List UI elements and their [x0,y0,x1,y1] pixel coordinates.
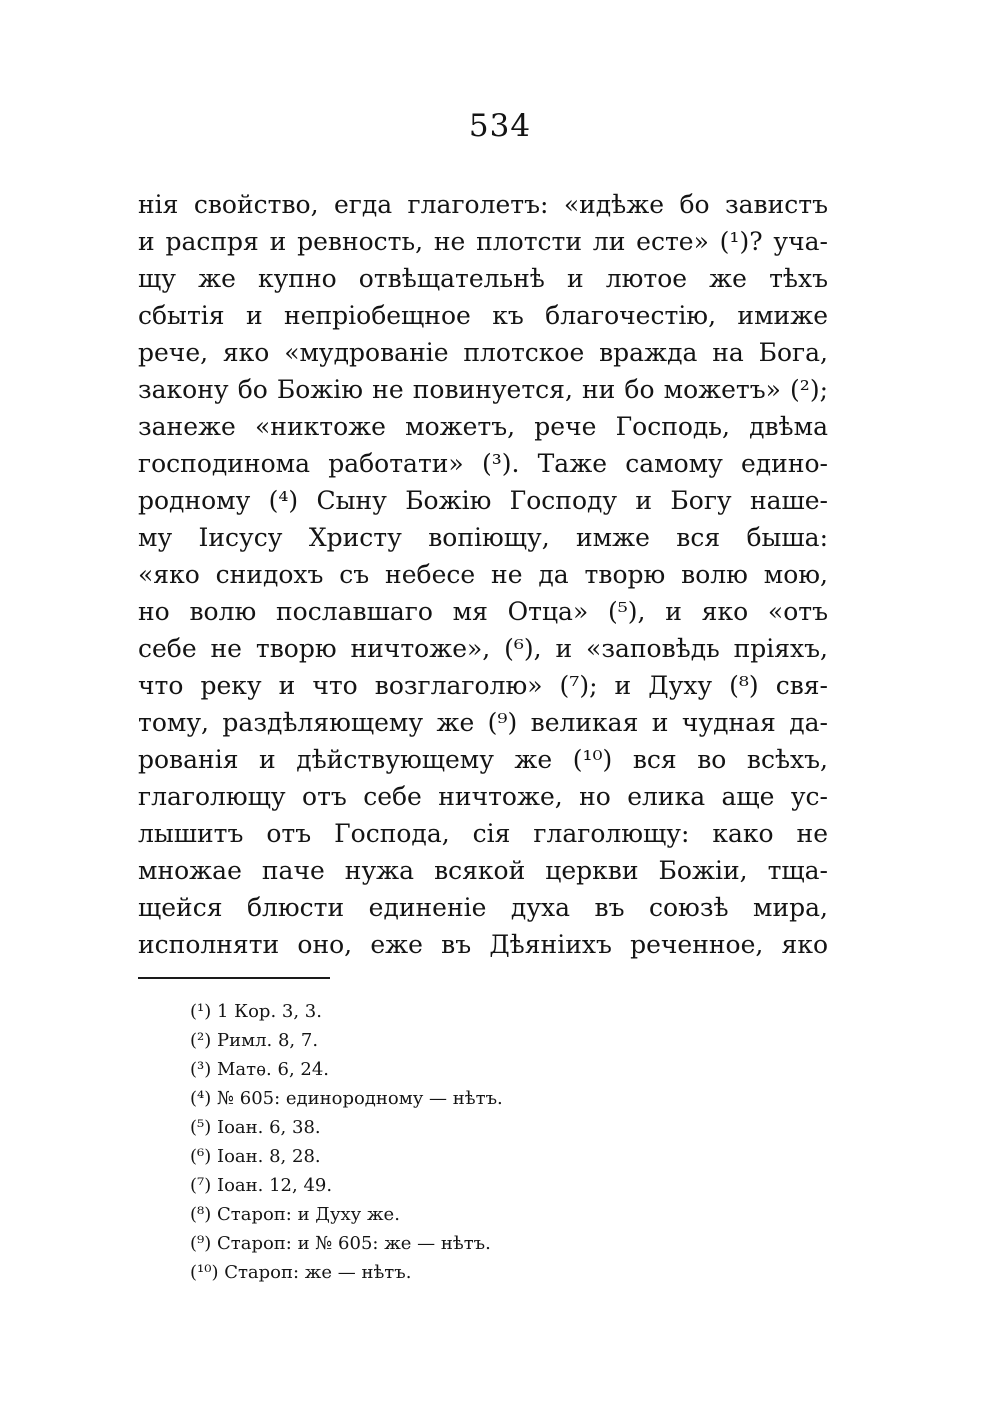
footnote: (¹⁰) Староп: же — нѣтъ. [190,1262,412,1283]
text-line: лышитъ отъ Господа, сія глаголющу: како не [138,819,828,848]
text-line: но волю пославшаго мя Отца» (⁵), и яко «отъ [138,597,828,626]
footnote: (²) Римл. 8, 7. [190,1030,319,1051]
main-text [138,186,828,963]
footnote-separator [138,977,330,979]
footnote: (⁷) Іоан. 12, 49. [190,1175,333,1196]
footnote: (⁹) Староп: и № 605: же — нѣтъ. [190,1233,491,1254]
footnote: (⁶) Іоан. 8, 28. [190,1146,321,1167]
text-line: рованія и дѣйствующему же (¹⁰) вся во всѣхъ, [138,745,828,774]
text-line: что реку и что возглаголю» (⁷); и Духу (⁸) свя- [138,671,828,700]
text-line: глаголющу отъ себе ничтоже, но елика аще ус- [138,782,828,811]
text-line: множае паче нужа всякой церкви Божіи, тща- [138,856,828,885]
text-line: исполняти оно, еже въ Дѣяніихъ реченное, яко [138,930,828,959]
text-line: му Іисусу Христу вопіющу, имже вся быша: [138,523,828,552]
footnote: (¹) 1 Кор. 3, 3. [190,1001,322,1022]
footnotes [190,997,690,1287]
footnote: (⁴) № 605: единородному — нѣтъ. [190,1088,503,1109]
text-line: сбытія и непріобещное къ благочестію, имиже [138,301,828,330]
text-line: щейся блюсти единеніе духа въ союзѣ мира, [138,893,828,922]
footnote: (⁸) Староп: и Духу же. [190,1204,400,1225]
text-line: нія свойство, егда глаголетъ: «идѣже бо завистъ [138,190,828,219]
text-line: и распря и ревность, не плотсти ли есте» (¹)? уча- [138,227,828,256]
text-line: себе не творю ничтоже», (⁶), и «заповѣдь пріяхъ, [138,634,828,663]
text-line: «яко снидохъ съ небесе не да творю волю мою, [138,560,828,589]
page-number: 534 [468,108,532,144]
text-line: господинома работати» (³). Таже самому едино- [138,449,828,478]
text-line: закону бо Божію не повинуется, ни бо можетъ» (²); [138,375,828,404]
text-line: рече, яко «мудрованіе плотское вражда на Бога, [138,338,828,367]
text-line: родному (⁴) Сыну Божію Господу и Богу наше- [138,486,828,515]
text-line: занеже «никтоже можетъ, рече Господь, двѣма [138,412,828,441]
text-line: тому, раздѣляющему же (⁹) великая и чудная да- [138,708,828,737]
text-line: щу же купно отвѣщательнѣ и лютое же тѣхъ [138,264,828,293]
footnote: (⁵) Іоан. 6, 38. [190,1117,321,1138]
footnote: (³) Матѳ. 6, 24. [190,1059,330,1080]
